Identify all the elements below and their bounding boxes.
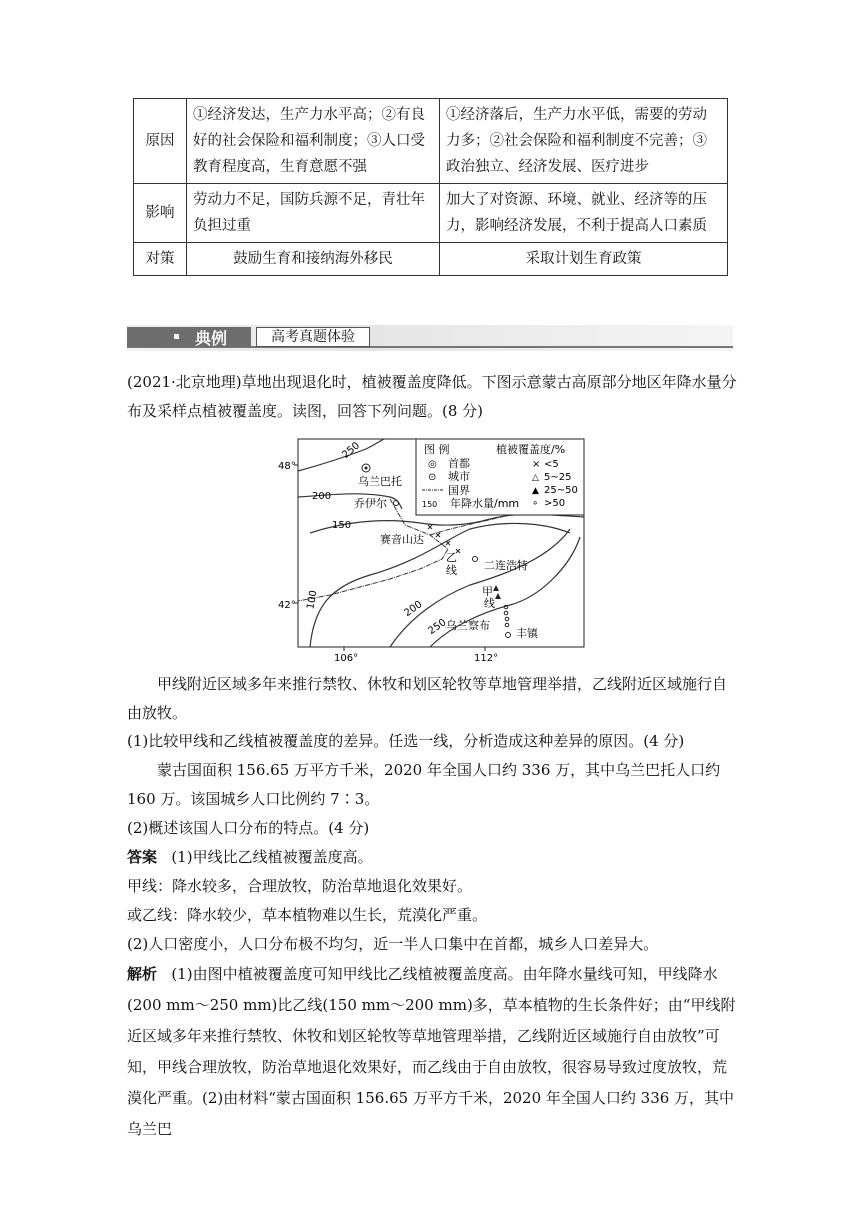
yi-label-2: 线 xyxy=(446,564,457,577)
banner-title: 典例 xyxy=(195,329,228,348)
legend-label: 年降水量/mm xyxy=(450,497,520,510)
answer-line-2: 甲线：降水较多，合理放牧，防治草地退化效果好。 xyxy=(127,877,473,895)
isohyet-label: 200 xyxy=(402,599,425,620)
city-label-ulaanbaatar: 乌兰巴托 xyxy=(358,475,402,488)
developing-cell: 采取计划生育政策 xyxy=(440,243,728,276)
answer-text: (1)甲线比乙线植被覆盖度高。 xyxy=(171,848,373,866)
section-banner xyxy=(127,325,733,351)
lon-label-106: 106° xyxy=(334,653,359,664)
city-label-choir: 乔伊尔 xyxy=(354,497,387,510)
comparison-table xyxy=(133,98,728,276)
table-row xyxy=(134,184,728,243)
row-label: 原因 xyxy=(134,99,187,184)
jia-label: 甲 xyxy=(482,585,493,598)
legend-coverage-title: 植被覆盖度/% xyxy=(496,443,566,456)
analysis-label: 解析 xyxy=(127,965,158,983)
coverage-symbol: ▲ xyxy=(532,486,539,496)
yi-label: 乙 xyxy=(446,551,457,564)
precipitation-map xyxy=(270,437,590,665)
coverage-label: <5 xyxy=(544,459,559,470)
isohyet-label: 200 xyxy=(312,491,332,502)
developed-cell: 鼓励生育和接纳海外移民 xyxy=(187,243,440,276)
square-bullet-icon xyxy=(174,334,179,339)
legend-symbol: 150 xyxy=(422,500,438,509)
legend-title: 图 例 xyxy=(424,443,450,456)
legend-label: 国界 xyxy=(448,484,470,497)
isohyet-label: 250 xyxy=(340,440,363,461)
coverage-label: >50 xyxy=(544,498,566,509)
developed-cell: 劳动力不足，国防兵源不足，青壮年负担过重 xyxy=(187,184,440,243)
isohyet-label: 250 xyxy=(426,617,449,638)
coverage-symbol: ∘ xyxy=(532,498,539,509)
answer-line-1 xyxy=(127,843,737,872)
analysis-text: (1)由图中植被覆盖度可知甲线比乙线植被覆盖度高。由年降水量线可知，甲线降水(200 mm～250 mm)比乙线(150 mm～200 mm)多，草本植物的生长条件好；由“甲线附近区域多年来推行禁牧、休牧和划区轮牧等草地管理举措，乙线附近区域施行自由放牧”可知，甲线合理放牧，防治草地退化效果好，而乙线由于自由放牧，很容易导致过度放牧，荒漠化严重。(2)由材料“蒙古国面积 156.65 万平方千米，2020 年全国人口约 336 万，其中乌兰巴 xyxy=(127,965,736,1138)
lon-label-112: 112° xyxy=(474,653,499,664)
coverage-label: 5~25 xyxy=(544,472,572,483)
legend-label: 首都 xyxy=(448,457,470,470)
answer-label: 答案 xyxy=(127,848,158,866)
table-row xyxy=(134,99,728,184)
lat-label-48: 48° xyxy=(278,461,296,472)
analysis-paragraph xyxy=(127,959,737,1145)
jia-label-2: 线 xyxy=(484,597,495,610)
city-label-erenhot: 二连浩特 xyxy=(484,559,528,572)
banner-subtitle: 高考真题体验 xyxy=(256,327,370,347)
legend-label: 城市 xyxy=(448,470,470,483)
row-label: 对策 xyxy=(134,243,187,276)
coverage-symbol: △ xyxy=(532,473,539,483)
banner-title-block xyxy=(127,327,251,347)
isohyet-label: 150 xyxy=(332,520,352,531)
city-label-fengzhen: 丰镇 xyxy=(516,627,538,640)
question-2: (2)概述该国人口分布的特点。(4 分) xyxy=(127,819,370,837)
table-row xyxy=(134,243,728,276)
answer-line-4: (2)人口密度小，人口分布极不均匀，近一半人口集中在首都，城乡人口差异大。 xyxy=(127,935,659,953)
question-intro: (2021·北京地理)草地出现退化时，植被覆盖度降低。下图示意蒙古高原部分地区年降水量分布及采样点植被覆盖度。读图，回答下列问题。(8 分) xyxy=(127,373,737,420)
answer-line-3: 或乙线：降水较少，草本植物难以生长，荒漠化严重。 xyxy=(127,906,488,924)
question-1: (1)比较甲线和乙线植被覆盖度的差异。任选一线，分析造成这种差异的原因。(4 分) xyxy=(127,732,685,750)
material-paragraph-1: 甲线附近区域多年来推行禁牧、休牧和划区轮牧等草地管理举措，乙线附近区域施行自由放牧。 xyxy=(127,675,728,722)
isohyet-label: 100 xyxy=(305,589,320,611)
capital-marker-dot xyxy=(365,467,368,470)
city-label-sainshand: 赛音山达 xyxy=(380,533,424,546)
legend-symbol: ◎ xyxy=(428,459,437,470)
developed-cell: ①经济发达，生产力水平高；②有良好的社会保险和福利制度；③人口受教育程度高，生育意愿不强 xyxy=(187,99,440,184)
lat-label-42: 42° xyxy=(278,600,296,611)
material-paragraph-2: 蒙古国面积 156.65 万平方千米，2020 年全国人口约 336 万，其中乌兰巴托人口约 160 万。该国城乡人口比例约 7∶3。 xyxy=(127,761,721,808)
developing-cell: 加大了对资源、环境、就业、经济等的压力，影响经济发展，不利于提高人口素质 xyxy=(440,184,728,243)
row-label: 影响 xyxy=(134,184,187,243)
coverage-label: 25~50 xyxy=(544,485,578,496)
legend-symbol: ⊙ xyxy=(428,472,437,483)
developing-cell: ①经济落后，生产力水平低，需要的劳动力多；②社会保险和福利制度不完善；③政治独立、经济发展、医疗进步 xyxy=(440,99,728,184)
city-label-ulanqab: 乌兰察布 xyxy=(446,619,490,632)
coverage-symbol: × xyxy=(532,459,541,470)
